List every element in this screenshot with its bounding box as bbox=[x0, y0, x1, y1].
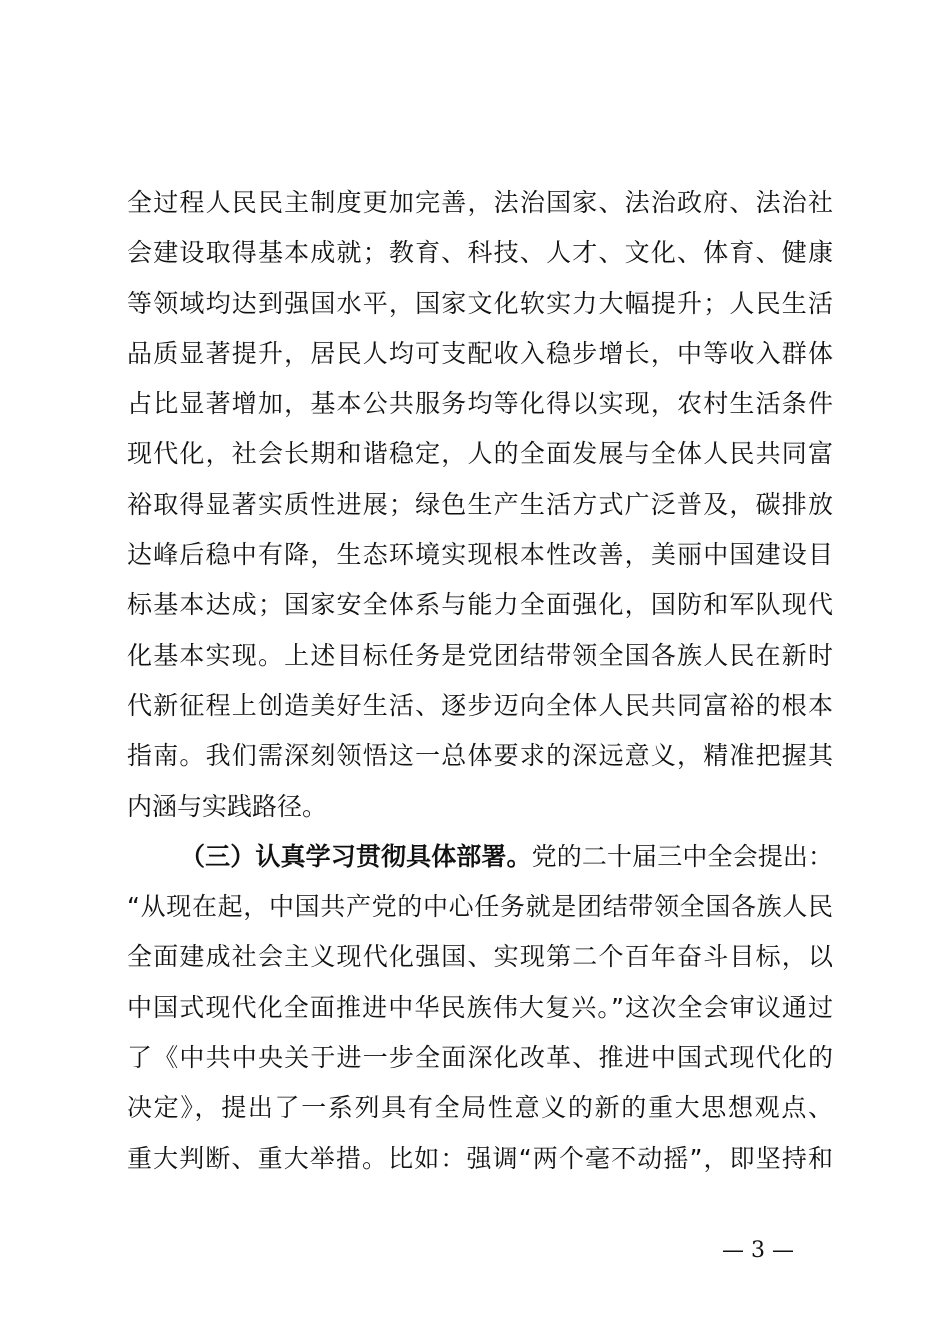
text-line: 决定》，提出了一系列具有全局性意义的新的重大思想观点、 bbox=[127, 1093, 833, 1123]
page-number: — 3 — bbox=[722, 1238, 794, 1263]
text-line: 占比显著增加，基本公共服务均等化得以实现，农村生活条件 bbox=[127, 389, 833, 419]
text-line: 全过程人民民主制度更加完善，法治国家、法治政府、法治社 bbox=[127, 188, 833, 217]
text-line: 等领域均达到强国水平，国家文化软实力大幅提升；人民生活 bbox=[127, 288, 833, 318]
text-line: 化基本实现。上述目标任务是党团结带领全国各族人民在新时 bbox=[127, 640, 833, 670]
text-line: 标基本达成；国家安全体系与能力全面强化，国防和军队现代 bbox=[127, 590, 833, 620]
text-line: 现代化，社会长期和谐稳定，人的全面发展与全体人民共同富 bbox=[127, 439, 833, 469]
section-heading: （三）认真学习贯彻具体部署。 bbox=[180, 841, 532, 871]
text-line: 了《中共中央关于进一步全面深化改革、推进中国式现代化的 bbox=[127, 1043, 833, 1073]
text-line: 指南。我们需深刻领悟这一总体要求的深远意义，精准把握其 bbox=[127, 741, 833, 771]
section-heading-line bbox=[127, 832, 833, 882]
text-line: 重大判断、重大举措。比如：强调“两个毫不动摇”，即坚持和 bbox=[127, 1143, 833, 1173]
text-line: 全面建成社会主义现代化强国、实现第二个百年奋斗目标，以 bbox=[127, 942, 833, 972]
text-line: 品质显著提升，居民人均可支配收入稳步增长，中等收入群体 bbox=[127, 338, 833, 368]
text-line: 达峰后稳中有降，生态环境实现根本性改善，美丽中国建设目 bbox=[127, 540, 833, 570]
text-line: 会建设取得基本成就；教育、科技、人才、文化、体育、健康 bbox=[127, 238, 833, 268]
body-text bbox=[127, 178, 833, 1184]
text-line: “从现在起，中国共产党的中心任务就是团结带领全国各族人民 bbox=[127, 892, 833, 922]
text-span: 党的二十届三中全会提出： bbox=[531, 841, 833, 871]
text-line: 内涵与实践路径。 bbox=[127, 791, 328, 821]
text-line: 中国式现代化全面推进中华民族伟大复兴。”这次全会审议通过 bbox=[127, 992, 833, 1022]
text-line: 裕取得显著实质性进展；绿色生产生活方式广泛普及，碳排放 bbox=[127, 489, 833, 519]
text-line: 代新征程上创造美好生活、逐步迈向全体人民共同富裕的根本 bbox=[127, 690, 833, 720]
